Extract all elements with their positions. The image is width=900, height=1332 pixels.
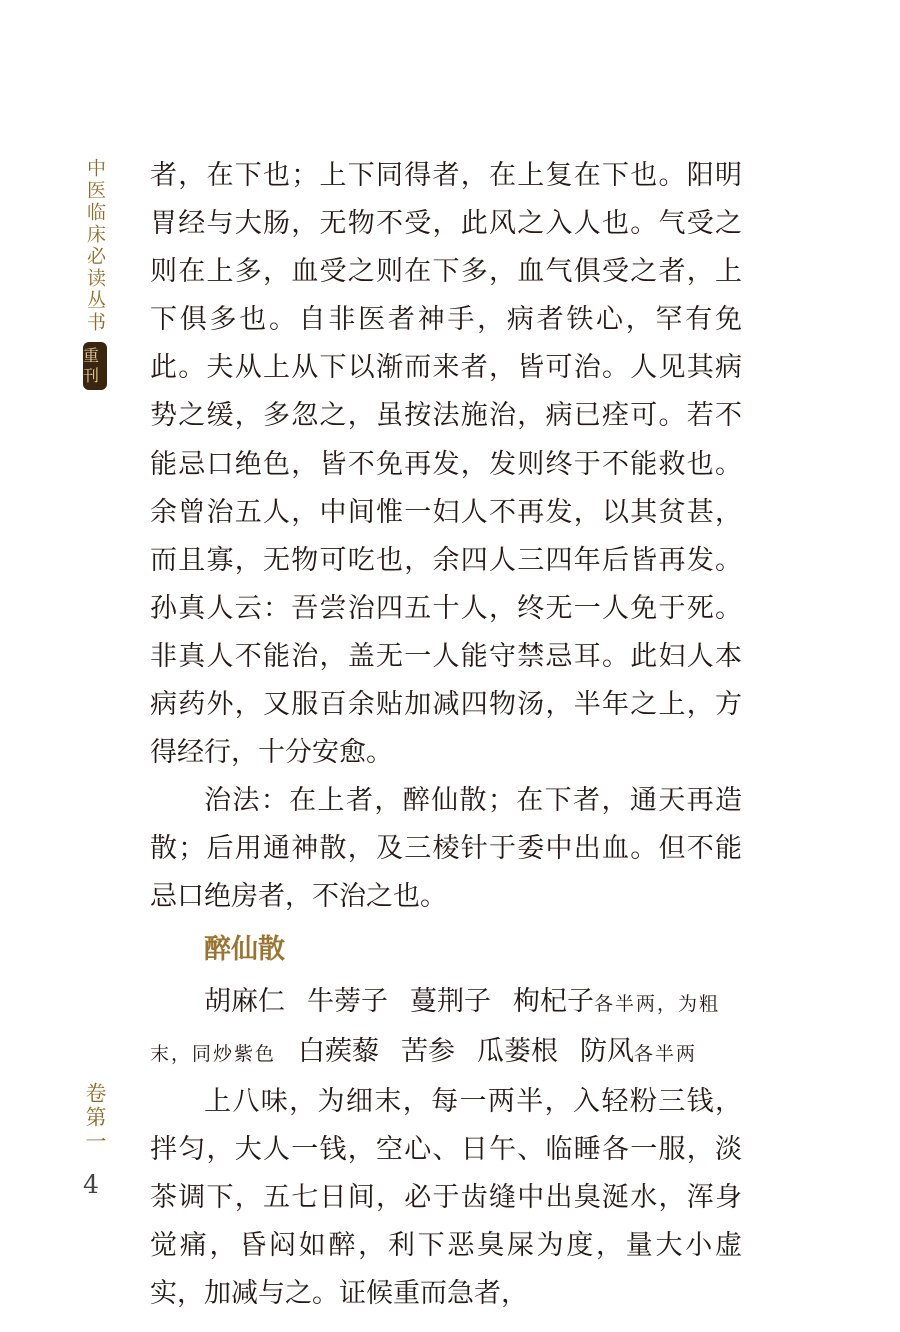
herb-list (150, 978, 742, 1078)
herb-item: 白蒺藜 (298, 1035, 380, 1067)
main-text (150, 152, 742, 1318)
dosage-note: 各半两 (634, 1042, 698, 1065)
herb-item: 枸杞子 (513, 985, 594, 1017)
herb-item: 胡麻仁 (204, 985, 285, 1017)
herb-item: 防风 (580, 1035, 635, 1067)
herb-item: 蔓荆子 (410, 985, 491, 1017)
paragraph-treatment: 治法：在上者，醉仙散；在下者，通天再造散；后用通神散，及三棱针于委中出血。但不能忌口绝房者，不治之也。 (150, 785, 742, 913)
paragraph-preparation: 上八味，为细末，每一两半，入轻粉三钱，拌匀，大人一钱，空心、日午、临睡各一服，淡茶调下，五七日间，必于齿缝中出臭涎水，浑身觉痛，昏闷如醉，利下恶臭屎为度，量大小虚实，加减与之。证候重而急者， (150, 1085, 742, 1310)
formula-title: 醉仙散 (204, 933, 285, 965)
volume-label: 卷第一 (83, 1082, 107, 1154)
dosage-note: 各半两，为粗末，同炒紫色 (150, 992, 721, 1065)
herb-item: 苦参 (401, 1035, 456, 1067)
series-title: 中医临床必读丛书 (84, 158, 106, 334)
series-seal: 重刊 (83, 342, 107, 390)
paragraph-1: 者，在下也；上下同得者，在上复在下也。阳明胃经与大肠，无物不受，此风之入人也。气受之则在上多，血受之则在下多，血气俱受之者，上下俱多也。自非医者神手，病者铁心，罕有免此。夫从上从下以渐而来者，皆可治。人见其病势之缓，多忽之，虽按法施治，病已痊可。若不能忌口绝色，皆不免再发，发则终于不能救也。余曾治五人，中间惟一妇人不再发，以其贫甚，而且寡，无物可吃也，余四人三四年后皆再发。孙真人云：吾尝治四五十人，终无一人免于死。非真人不能治，盖无一人能守禁忌耳。此妇人本病药外，又服百余贴加减四物汤，半年之上，方得经行，十分安愈。 (150, 160, 742, 769)
page-number: 4 (83, 1170, 99, 1199)
herb-item: 牛蒡子 (307, 985, 388, 1017)
series-title-vertical (80, 158, 110, 390)
herb-item: 瓜蒌根 (477, 1035, 559, 1067)
